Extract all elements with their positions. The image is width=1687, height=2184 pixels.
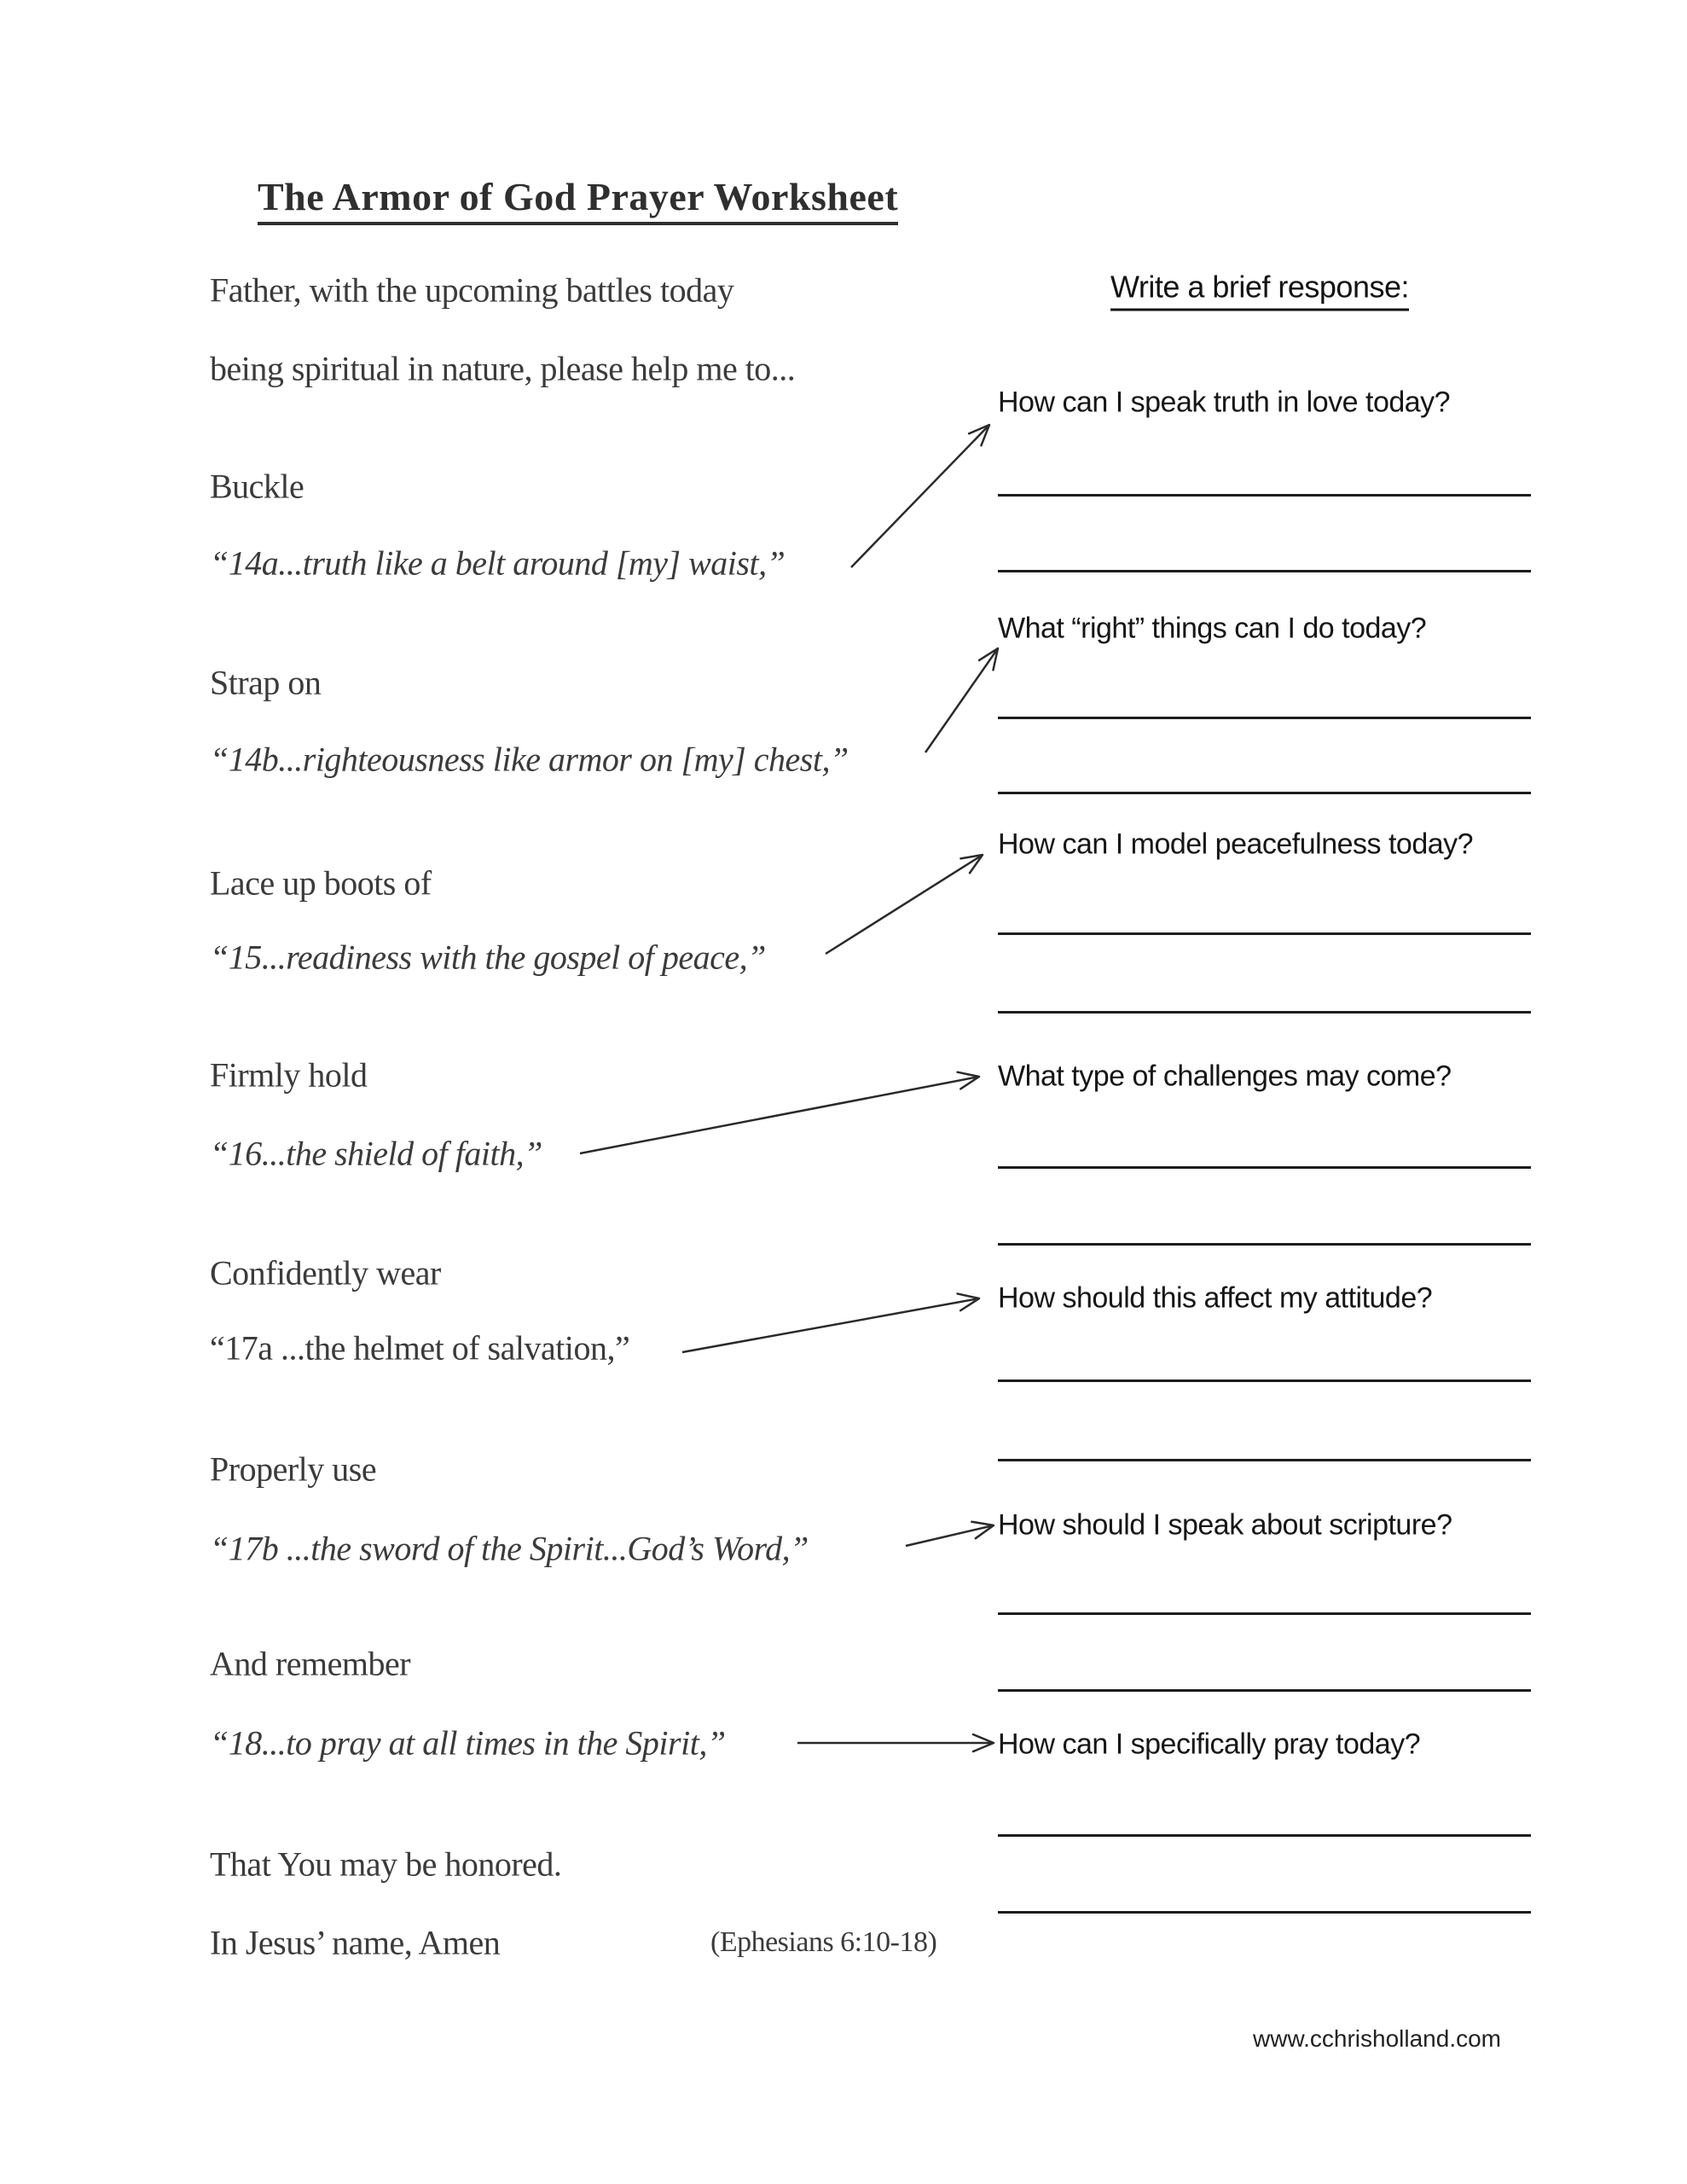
response-question: What type of challenges may come?	[998, 1060, 1452, 1093]
prayer-lead: Firmly hold	[210, 1055, 368, 1095]
prayer-intro-line: Father, with the upcoming battles today	[210, 270, 734, 310]
connector-arrow	[682, 1298, 979, 1352]
response-line[interactable]	[998, 1166, 1531, 1169]
response-question: How should I speak about scripture?	[998, 1508, 1452, 1542]
connector-arrow	[826, 855, 983, 954]
scripture-quote: “16...the shield of faith,”	[210, 1134, 542, 1173]
response-question: How should this affect my attitude?	[998, 1281, 1433, 1315]
response-line[interactable]	[998, 1243, 1531, 1246]
prayer-lead: Buckle	[210, 467, 304, 506]
response-line[interactable]	[998, 1834, 1531, 1837]
page-title: The Armor of God Prayer Worksheet	[258, 174, 898, 225]
scripture-quote: “15...readiness with the gospel of peace,”	[210, 938, 766, 977]
website-url: www.cchrisholland.com	[1253, 2025, 1501, 2052]
prayer-closing-line: That You may be honored.	[210, 1844, 562, 1884]
response-line[interactable]	[998, 1459, 1531, 1461]
prayer-closing-line: In Jesus’ name, Amen	[210, 1923, 501, 1962]
response-question: How can I specifically pray today?	[998, 1728, 1421, 1761]
prayer-lead: Confidently wear	[210, 1253, 441, 1292]
scripture-reference: (Ephesians 6:10-18)	[710, 1926, 937, 1958]
scripture-quote: “17a ...the helmet of salvation,”	[210, 1328, 630, 1368]
prayer-lead: And remember	[210, 1644, 411, 1683]
response-line[interactable]	[998, 494, 1531, 497]
response-line[interactable]	[998, 717, 1531, 719]
response-question: What “right” things can I do today?	[998, 612, 1427, 645]
prayer-intro-line: being spiritual in nature, please help me to...	[210, 349, 796, 388]
prayer-lead: Strap on	[210, 663, 322, 702]
scripture-quote: “18...to pray at all times in the Spirit,”	[210, 1723, 726, 1763]
prayer-lead: Lace up boots of	[210, 863, 432, 903]
connector-arrow	[851, 425, 989, 567]
prayer-lead: Properly use	[210, 1449, 377, 1489]
response-line[interactable]	[998, 1380, 1531, 1382]
response-header: Write a brief response:	[1110, 270, 1409, 311]
response-line[interactable]	[998, 1911, 1531, 1914]
scripture-quote: “17b ...the sword of the Spirit...God’s Word,”	[210, 1529, 809, 1568]
response-line[interactable]	[998, 792, 1531, 794]
response-line[interactable]	[998, 570, 1531, 572]
response-line[interactable]	[998, 932, 1531, 935]
connector-arrow	[906, 1525, 994, 1546]
response-question: How can I model peacefulness today?	[998, 828, 1474, 861]
response-line[interactable]	[998, 1612, 1531, 1615]
response-line[interactable]	[998, 1011, 1531, 1014]
connector-arrow	[925, 648, 998, 752]
response-question: How can I speak truth in love today?	[998, 386, 1451, 419]
connector-arrow	[580, 1077, 979, 1153]
scripture-quote: “14a...truth like a belt around [my] waist,”	[210, 543, 786, 583]
response-line[interactable]	[998, 1689, 1531, 1692]
scripture-quote: “14b...righteousness like armor on [my] chest,”	[210, 740, 849, 779]
